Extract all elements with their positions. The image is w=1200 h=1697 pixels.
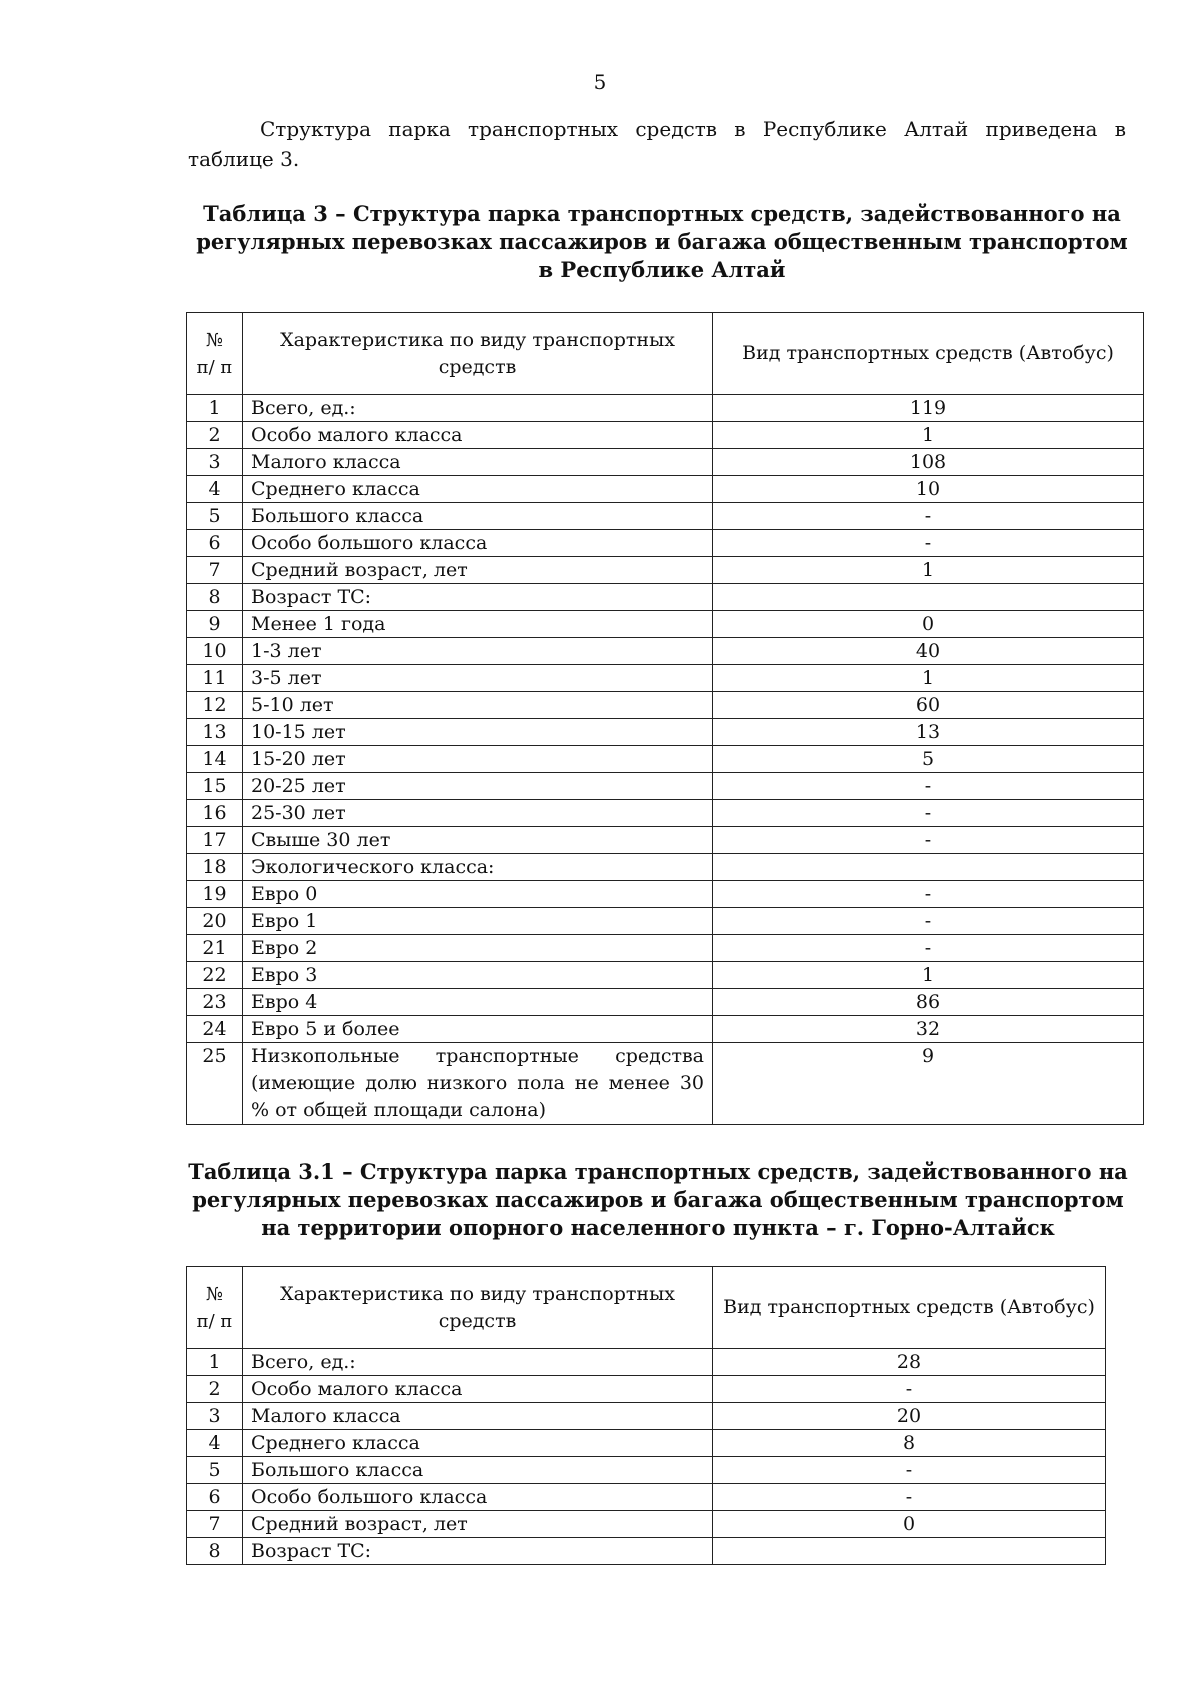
row-label: 1-3 лет	[243, 638, 713, 665]
table-row	[187, 665, 1144, 692]
row-label: Малого класса	[243, 449, 713, 476]
row-value: -	[713, 1457, 1106, 1484]
table-row	[187, 1430, 1106, 1457]
row-label: Среднего класса	[243, 1430, 713, 1457]
row-value: 8	[713, 1430, 1106, 1457]
table-row	[187, 557, 1144, 584]
table-row	[187, 962, 1144, 989]
row-number: 4	[187, 1430, 243, 1457]
row-number: 20	[187, 908, 243, 935]
header-characteristic: Характеристика по виду транспортных средств	[243, 313, 713, 395]
row-value: 28	[713, 1349, 1106, 1376]
row-number: 2	[187, 422, 243, 449]
row-number: 5	[187, 1457, 243, 1484]
row-value: 20	[713, 1403, 1106, 1430]
table-row	[187, 1043, 1144, 1125]
row-number: 14	[187, 746, 243, 773]
row-label: Менее 1 года	[243, 611, 713, 638]
row-number: 9	[187, 611, 243, 638]
row-number: 17	[187, 827, 243, 854]
table-header-row	[187, 313, 1144, 395]
row-label: Евро 0	[243, 881, 713, 908]
row-value: -	[713, 503, 1144, 530]
row-value: 13	[713, 719, 1144, 746]
row-number: 13	[187, 719, 243, 746]
row-label: Евро 5 и более	[243, 1016, 713, 1043]
row-label: Евро 3	[243, 962, 713, 989]
row-number: 19	[187, 881, 243, 908]
row-value: 1	[713, 665, 1144, 692]
row-value: -	[713, 773, 1144, 800]
table-3-body	[187, 395, 1144, 1125]
table-3-1-body	[187, 1349, 1106, 1565]
row-number: 15	[187, 773, 243, 800]
table-row	[187, 449, 1144, 476]
row-label: Средний возраст, лет	[243, 1511, 713, 1538]
row-number: 7	[187, 557, 243, 584]
table-row	[187, 935, 1144, 962]
row-value: 119	[713, 395, 1144, 422]
row-label: 25-30 лет	[243, 800, 713, 827]
row-number: 4	[187, 476, 243, 503]
row-value: 1	[713, 962, 1144, 989]
row-value: 108	[713, 449, 1144, 476]
row-value: 32	[713, 1016, 1144, 1043]
intro-paragraph: Структура парка транспортных средств в Республике Алтай приведена в таблице 3.	[188, 117, 1126, 171]
row-label: 10-15 лет	[243, 719, 713, 746]
row-number: 16	[187, 800, 243, 827]
row-number: 12	[187, 692, 243, 719]
header-characteristic: Характеристика по виду транспортных средств	[243, 1267, 713, 1349]
row-number: 8	[187, 1538, 243, 1565]
header-num: № п/ п	[187, 313, 243, 395]
table-row	[187, 422, 1144, 449]
row-number: 2	[187, 1376, 243, 1403]
row-value: 5	[713, 746, 1144, 773]
row-value: -	[713, 827, 1144, 854]
row-label: Всего, ед.:	[243, 1349, 713, 1376]
row-label: Большого класса	[243, 503, 713, 530]
table-3-1-caption: Таблица 3.1 – Структура парка транспортных средств, задействованного на регулярных перевозках пассажиров и багажа общественным транспортом на территории опорного населенного пункта – г. Горно-Алтайск	[188, 1159, 1128, 1240]
row-label: Особо малого класса	[243, 1376, 713, 1403]
row-value: 1	[713, 422, 1144, 449]
header-value: Вид транспортных средств (Автобус)	[713, 313, 1144, 395]
row-label: Особо большого класса	[243, 530, 713, 557]
row-label: Экологического класса:	[243, 854, 713, 881]
table-row	[187, 638, 1144, 665]
table-row	[187, 827, 1144, 854]
row-value: 1	[713, 557, 1144, 584]
row-number: 7	[187, 1511, 243, 1538]
table-row	[187, 1457, 1106, 1484]
row-label: Возраст ТС:	[243, 584, 713, 611]
table-row	[187, 773, 1144, 800]
row-number: 22	[187, 962, 243, 989]
row-label: Низкопольные транспортные средства (имеющие долю низкого пола не менее 30 % от общей площади салона)	[243, 1043, 713, 1125]
row-value: -	[713, 935, 1144, 962]
row-label: Особо большого класса	[243, 1484, 713, 1511]
table-row	[187, 1349, 1106, 1376]
row-value: -	[713, 800, 1144, 827]
row-label: Особо малого класса	[243, 422, 713, 449]
row-number: 6	[187, 1484, 243, 1511]
table-header-row	[187, 1267, 1106, 1349]
row-value: 10	[713, 476, 1144, 503]
table-row	[187, 719, 1144, 746]
row-value	[713, 854, 1144, 881]
table-row	[187, 1403, 1106, 1430]
row-label: Евро 2	[243, 935, 713, 962]
row-value: 40	[713, 638, 1144, 665]
table-row	[187, 476, 1144, 503]
row-number: 21	[187, 935, 243, 962]
row-number: 8	[187, 584, 243, 611]
row-label: Евро 4	[243, 989, 713, 1016]
row-value: -	[713, 1484, 1106, 1511]
table-3	[186, 312, 1144, 1125]
row-value: 86	[713, 989, 1144, 1016]
row-number: 5	[187, 503, 243, 530]
row-number: 1	[187, 1349, 243, 1376]
row-label: Малого класса	[243, 1403, 713, 1430]
row-number: 3	[187, 1403, 243, 1430]
page-number: 5	[593, 70, 607, 94]
row-number: 6	[187, 530, 243, 557]
table-row	[187, 584, 1144, 611]
row-label: Большого класса	[243, 1457, 713, 1484]
row-number: 11	[187, 665, 243, 692]
table-row	[187, 395, 1144, 422]
row-value: 9	[713, 1043, 1144, 1125]
table-3-caption: Таблица 3 – Структура парка транспортных средств, задействованного на регулярных перевозках пассажиров и багажа общественным транспортом в Республике Алтай	[196, 201, 1128, 282]
table-row	[187, 989, 1144, 1016]
row-value: 60	[713, 692, 1144, 719]
row-label: 15-20 лет	[243, 746, 713, 773]
row-value: 0	[713, 611, 1144, 638]
row-label: Средний возраст, лет	[243, 557, 713, 584]
row-label: Свыше 30 лет	[243, 827, 713, 854]
row-number: 18	[187, 854, 243, 881]
table-row	[187, 503, 1144, 530]
table-row	[187, 1016, 1144, 1043]
row-number: 23	[187, 989, 243, 1016]
row-value: -	[713, 530, 1144, 557]
row-label: 20-25 лет	[243, 773, 713, 800]
row-label: Возраст ТС:	[243, 1538, 713, 1565]
row-value	[713, 1538, 1106, 1565]
row-value: -	[713, 908, 1144, 935]
table-row	[187, 854, 1144, 881]
row-number: 24	[187, 1016, 243, 1043]
row-number: 3	[187, 449, 243, 476]
table-row	[187, 1511, 1106, 1538]
row-value: 0	[713, 1511, 1106, 1538]
row-number: 10	[187, 638, 243, 665]
row-label: 3-5 лет	[243, 665, 713, 692]
table-row	[187, 881, 1144, 908]
row-number: 25	[187, 1043, 243, 1125]
row-number: 1	[187, 395, 243, 422]
table-row	[187, 1376, 1106, 1403]
table-row	[187, 1538, 1106, 1565]
row-label: Среднего класса	[243, 476, 713, 503]
table-row	[187, 800, 1144, 827]
table-row	[187, 530, 1144, 557]
row-value	[713, 584, 1144, 611]
row-value: -	[713, 881, 1144, 908]
row-label: 5-10 лет	[243, 692, 713, 719]
table-row	[187, 908, 1144, 935]
header-value: Вид транспортных средств (Автобус)	[713, 1267, 1106, 1349]
table-row	[187, 746, 1144, 773]
row-value: -	[713, 1376, 1106, 1403]
table-3-1	[186, 1266, 1106, 1565]
header-num: № п/ п	[187, 1267, 243, 1349]
row-label: Евро 1	[243, 908, 713, 935]
row-label: Всего, ед.:	[243, 395, 713, 422]
table-row	[187, 611, 1144, 638]
table-row	[187, 692, 1144, 719]
table-row	[187, 1484, 1106, 1511]
